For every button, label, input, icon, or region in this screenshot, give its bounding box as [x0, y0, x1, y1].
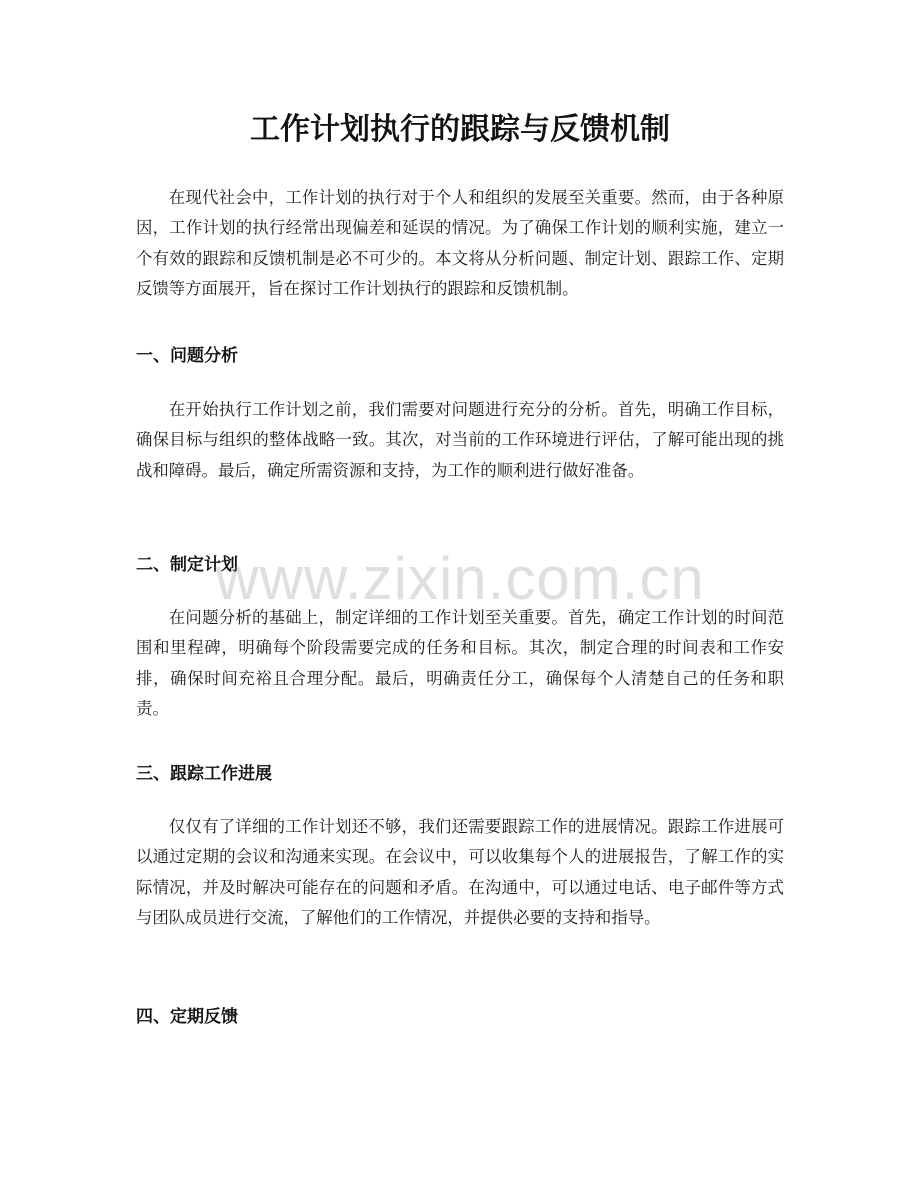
section-body-problem-analysis: 在开始执行工作计划之前，我们需要对问题进行充分的分析。首先，明确工作目标，确保目标与组织的整体战略一致。其次，对当前的工作环境进行评估，了解可能出现的挑战和障碍。最后，确定所需资源和支持，为工作的顺利进行做好准备。	[136, 400, 784, 480]
section-body-track-progress: 仅仅有了详细的工作计划还不够，我们还需要跟踪工作的进展情况。跟踪工作进展可以通过定期的会议和沟通来实现。在会议中，可以收集每个人的进展报告，了解工作的实际情况，并及时解决可能存在的问题和矛盾。在沟通中，可以通过电话、电子邮件等方式与团队成员进行交流，了解他们的工作情况，并提供必要的支持和指导。	[136, 817, 784, 927]
section-heading-regular-feedback: 四、定期反馈	[136, 1007, 238, 1027]
section-body-make-plan: 在问题分析的基础上，制定详细的工作计划至关重要。首先，确定工作计划的时间范围和里程碑，明确每个阶段需要完成的任务和目标。其次，制定合理的时间表和工作安排，确保时间充裕且合理分配。最后，明确责任分工，确保每个人清楚自己的任务和职责。	[136, 608, 784, 718]
document-title: 工作计划执行的跟踪与反馈机制	[250, 112, 670, 147]
section-heading-problem-analysis: 一、问题分析	[136, 346, 238, 366]
section-heading-make-plan: 二、制定计划	[136, 555, 238, 575]
section-heading-track-progress: 三、跟踪工作进展	[136, 764, 272, 784]
watermark-text: www.zixin.com.cn	[215, 545, 705, 612]
intro-paragraph: 在现代社会中，工作计划的执行对于个人和组织的发展至关重要。然而，由于各种原因，工作计划的执行经常出现偏差和延误的情况。为了确保工作计划的顺利实施，建立一个有效的跟踪和反馈机制是必不可少的。本文将从分析问题、制定计划、跟踪工作、定期反馈等方面展开，旨在探讨工作计划执行的跟踪和反馈机制。	[136, 188, 784, 298]
